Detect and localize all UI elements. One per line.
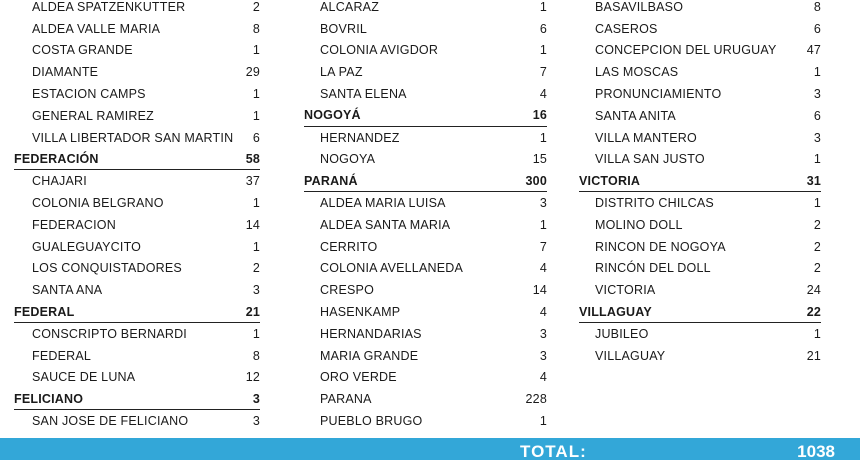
locality-name: JUBILEO <box>595 326 649 341</box>
locality-name: ALDEA VALLE MARIA <box>32 21 161 36</box>
locality-name: RINCON DE NOGOYA <box>595 239 726 254</box>
locality-count: 1 <box>539 217 547 232</box>
locality-row <box>304 279 547 301</box>
locality-count: 6 <box>813 108 821 123</box>
locality-name: FEDERACION <box>32 217 116 232</box>
locality-name: CERRITO <box>320 239 378 254</box>
locality-row <box>304 323 547 345</box>
department-name: NOGOYÁ <box>304 108 361 123</box>
locality-name: CONSCRIPTO BERNARDI <box>32 326 187 341</box>
locality-row <box>14 410 260 432</box>
department-row <box>579 301 821 323</box>
department-row <box>14 149 260 171</box>
department-count: 22 <box>806 304 821 319</box>
locality-row <box>579 127 821 149</box>
locality-name: COLONIA BELGRANO <box>32 196 164 211</box>
locality-name: COSTA GRANDE <box>32 43 133 58</box>
locality-count: 3 <box>252 414 260 429</box>
locality-name: MARIA GRANDE <box>320 348 419 363</box>
locality-name: PRONUNCIAMIENTO <box>595 87 722 102</box>
locality-count: 1 <box>539 130 547 145</box>
locality-row <box>304 388 547 410</box>
locality-count: 1 <box>252 326 260 341</box>
locality-count: 1 <box>813 196 821 211</box>
total-label: TOTAL: <box>520 442 587 460</box>
column-right <box>579 0 821 367</box>
locality-count: 1 <box>252 196 260 211</box>
locality-row <box>14 105 260 127</box>
department-count: 16 <box>532 108 547 123</box>
locality-count: 4 <box>539 370 547 385</box>
locality-name: VILLA SAN JUSTO <box>595 152 705 167</box>
locality-row <box>14 61 260 83</box>
locality-name: CRESPO <box>320 283 374 298</box>
locality-row <box>304 83 547 105</box>
locality-name: CHAJARI <box>32 174 87 189</box>
locality-row <box>579 323 821 345</box>
locality-row <box>579 149 821 171</box>
locality-name: ORO VERDE <box>320 370 397 385</box>
locality-name: ALDEA SANTA MARIA <box>320 217 451 232</box>
locality-count: 6 <box>539 21 547 36</box>
locality-count: 3 <box>813 130 821 145</box>
locality-count: 3 <box>539 196 547 211</box>
locality-count: 3 <box>813 87 821 102</box>
locality-count: 4 <box>539 87 547 102</box>
locality-row <box>14 279 260 301</box>
locality-count: 15 <box>532 152 547 167</box>
locality-row <box>304 149 547 171</box>
department-name: VILLAGUAY <box>579 304 652 319</box>
locality-count: 1 <box>252 108 260 123</box>
locality-count: 1 <box>539 414 547 429</box>
locality-row <box>304 367 547 389</box>
department-name: FEDERAL <box>14 304 75 319</box>
department-row <box>14 388 260 410</box>
locality-count: 6 <box>813 21 821 36</box>
locality-count: 2 <box>813 261 821 276</box>
locality-name: BASAVILBASO <box>595 0 684 14</box>
locality-name: ALCARAZ <box>320 0 380 14</box>
locality-name: SAN JOSE DE FELICIANO <box>32 414 189 429</box>
department-row <box>14 301 260 323</box>
locality-name: SAUCE DE LUNA <box>32 370 136 385</box>
locality-count: 7 <box>539 239 547 254</box>
locality-name: LOS CONQUISTADORES <box>32 261 182 276</box>
locality-row <box>14 345 260 367</box>
locality-count: 14 <box>532 283 547 298</box>
locality-name: FEDERAL <box>32 348 92 363</box>
locality-name: VILLA MANTERO <box>595 130 697 145</box>
locality-name: LA PAZ <box>320 65 363 80</box>
locality-row <box>579 258 821 280</box>
locality-row <box>304 0 547 18</box>
department-name: FEDERACIÓN <box>14 151 99 166</box>
locality-row <box>579 214 821 236</box>
locality-name: DIAMANTE <box>32 65 99 80</box>
locality-row <box>579 192 821 214</box>
locality-count: 1 <box>539 0 547 14</box>
locality-row <box>14 170 260 192</box>
locality-count: 3 <box>252 283 260 298</box>
locality-row <box>14 127 260 149</box>
locality-count: 24 <box>806 283 821 298</box>
locality-count: 1 <box>252 43 260 58</box>
locality-row <box>304 18 547 40</box>
locality-row <box>579 279 821 301</box>
locality-count: 8 <box>813 0 821 14</box>
locality-row <box>304 258 547 280</box>
locality-name: NOGOYA <box>320 152 376 167</box>
department-count: 300 <box>525 173 547 188</box>
locality-name: VICTORIA <box>595 283 656 298</box>
locality-name: ALDEA MARIA LUISA <box>320 196 446 211</box>
locality-count: 12 <box>245 370 260 385</box>
locality-row <box>579 0 821 18</box>
total-bar <box>0 438 860 460</box>
locality-row <box>14 18 260 40</box>
locality-row <box>304 127 547 149</box>
locality-name: HASENKAMP <box>320 305 401 320</box>
locality-row <box>14 83 260 105</box>
locality-count: 1 <box>813 326 821 341</box>
locality-count: 7 <box>539 65 547 80</box>
locality-name: RINCÓN DEL DOLL <box>595 261 711 276</box>
locality-row <box>14 236 260 258</box>
locality-row <box>579 40 821 62</box>
locality-row <box>304 301 547 323</box>
locality-name: SANTA ANITA <box>595 108 676 123</box>
locality-row <box>14 367 260 389</box>
locality-count: 14 <box>245 217 260 232</box>
locality-name: HERNANDARIAS <box>320 326 422 341</box>
locality-row <box>579 18 821 40</box>
locality-count: 4 <box>539 261 547 276</box>
locality-name: ALDEA SPATZENKUTTER <box>32 0 186 14</box>
locality-name: BOVRIL <box>320 21 368 36</box>
locality-name: ESTACION CAMPS <box>32 87 146 102</box>
department-count: 3 <box>252 391 260 406</box>
locality-name: HERNANDEZ <box>320 130 400 145</box>
locality-row <box>579 105 821 127</box>
locality-count: 228 <box>525 392 547 407</box>
column-left <box>14 0 260 432</box>
locality-name: GUALEGUAYCITO <box>32 239 142 254</box>
locality-count: 3 <box>539 326 547 341</box>
department-count: 31 <box>806 173 821 188</box>
locality-count: 2 <box>252 0 260 14</box>
locality-row <box>14 323 260 345</box>
locality-row <box>304 214 547 236</box>
locality-row <box>304 192 547 214</box>
locality-count: 8 <box>252 348 260 363</box>
locality-row <box>304 40 547 62</box>
locality-row <box>304 236 547 258</box>
column-middle <box>304 0 547 432</box>
department-row <box>579 170 821 192</box>
locality-count: 3 <box>539 348 547 363</box>
locality-row <box>579 83 821 105</box>
locality-name: CONCEPCION DEL URUGUAY <box>595 43 777 58</box>
locality-name: VILLAGUAY <box>595 348 666 363</box>
locality-name: GENERAL RAMIREZ <box>32 108 155 123</box>
locality-count: 1 <box>252 239 260 254</box>
department-name: VICTORIA <box>579 173 641 188</box>
department-row <box>304 170 547 192</box>
locality-count: 1 <box>539 43 547 58</box>
locality-name: DISTRITO CHILCAS <box>595 196 714 211</box>
locality-count: 2 <box>813 239 821 254</box>
locality-count: 1 <box>252 87 260 102</box>
department-count: 21 <box>245 304 260 319</box>
locality-count: 29 <box>245 65 260 80</box>
locality-count: 6 <box>252 130 260 145</box>
locality-count: 1 <box>813 152 821 167</box>
department-count: 58 <box>245 151 260 166</box>
locality-name: CASEROS <box>595 21 658 36</box>
locality-row <box>304 345 547 367</box>
locality-row <box>14 40 260 62</box>
department-name: FELICIANO <box>14 391 84 406</box>
locality-row <box>304 61 547 83</box>
locality-count: 4 <box>539 305 547 320</box>
locality-count: 47 <box>806 43 821 58</box>
locality-row <box>14 0 260 18</box>
locality-row <box>579 61 821 83</box>
locality-name: LAS MOSCAS <box>595 65 679 80</box>
locality-row <box>579 236 821 258</box>
department-name: PARANÁ <box>304 173 358 188</box>
locality-count: 2 <box>252 261 260 276</box>
locality-count: 1 <box>813 65 821 80</box>
locality-name: SANTA ELENA <box>320 87 407 102</box>
locality-row <box>14 192 260 214</box>
locality-count: 21 <box>806 348 821 363</box>
department-row <box>304 105 547 127</box>
locality-name: COLONIA AVELLANEDA <box>320 261 464 276</box>
locality-row <box>579 345 821 367</box>
locality-count: 2 <box>813 217 821 232</box>
locality-name: PARANA <box>320 392 372 407</box>
locality-row <box>14 258 260 280</box>
locality-name: SANTA ANA <box>32 283 103 298</box>
total-value: 1038 <box>797 442 835 460</box>
locality-name: VILLA LIBERTADOR SAN MARTIN <box>32 130 234 145</box>
locality-row <box>14 214 260 236</box>
locality-row <box>304 410 547 432</box>
locality-count: 8 <box>252 21 260 36</box>
locality-name: PUEBLO BRUGO <box>320 414 423 429</box>
locality-name: MOLINO DOLL <box>595 217 683 232</box>
locality-name: COLONIA AVIGDOR <box>320 43 439 58</box>
locality-count: 37 <box>245 174 260 189</box>
